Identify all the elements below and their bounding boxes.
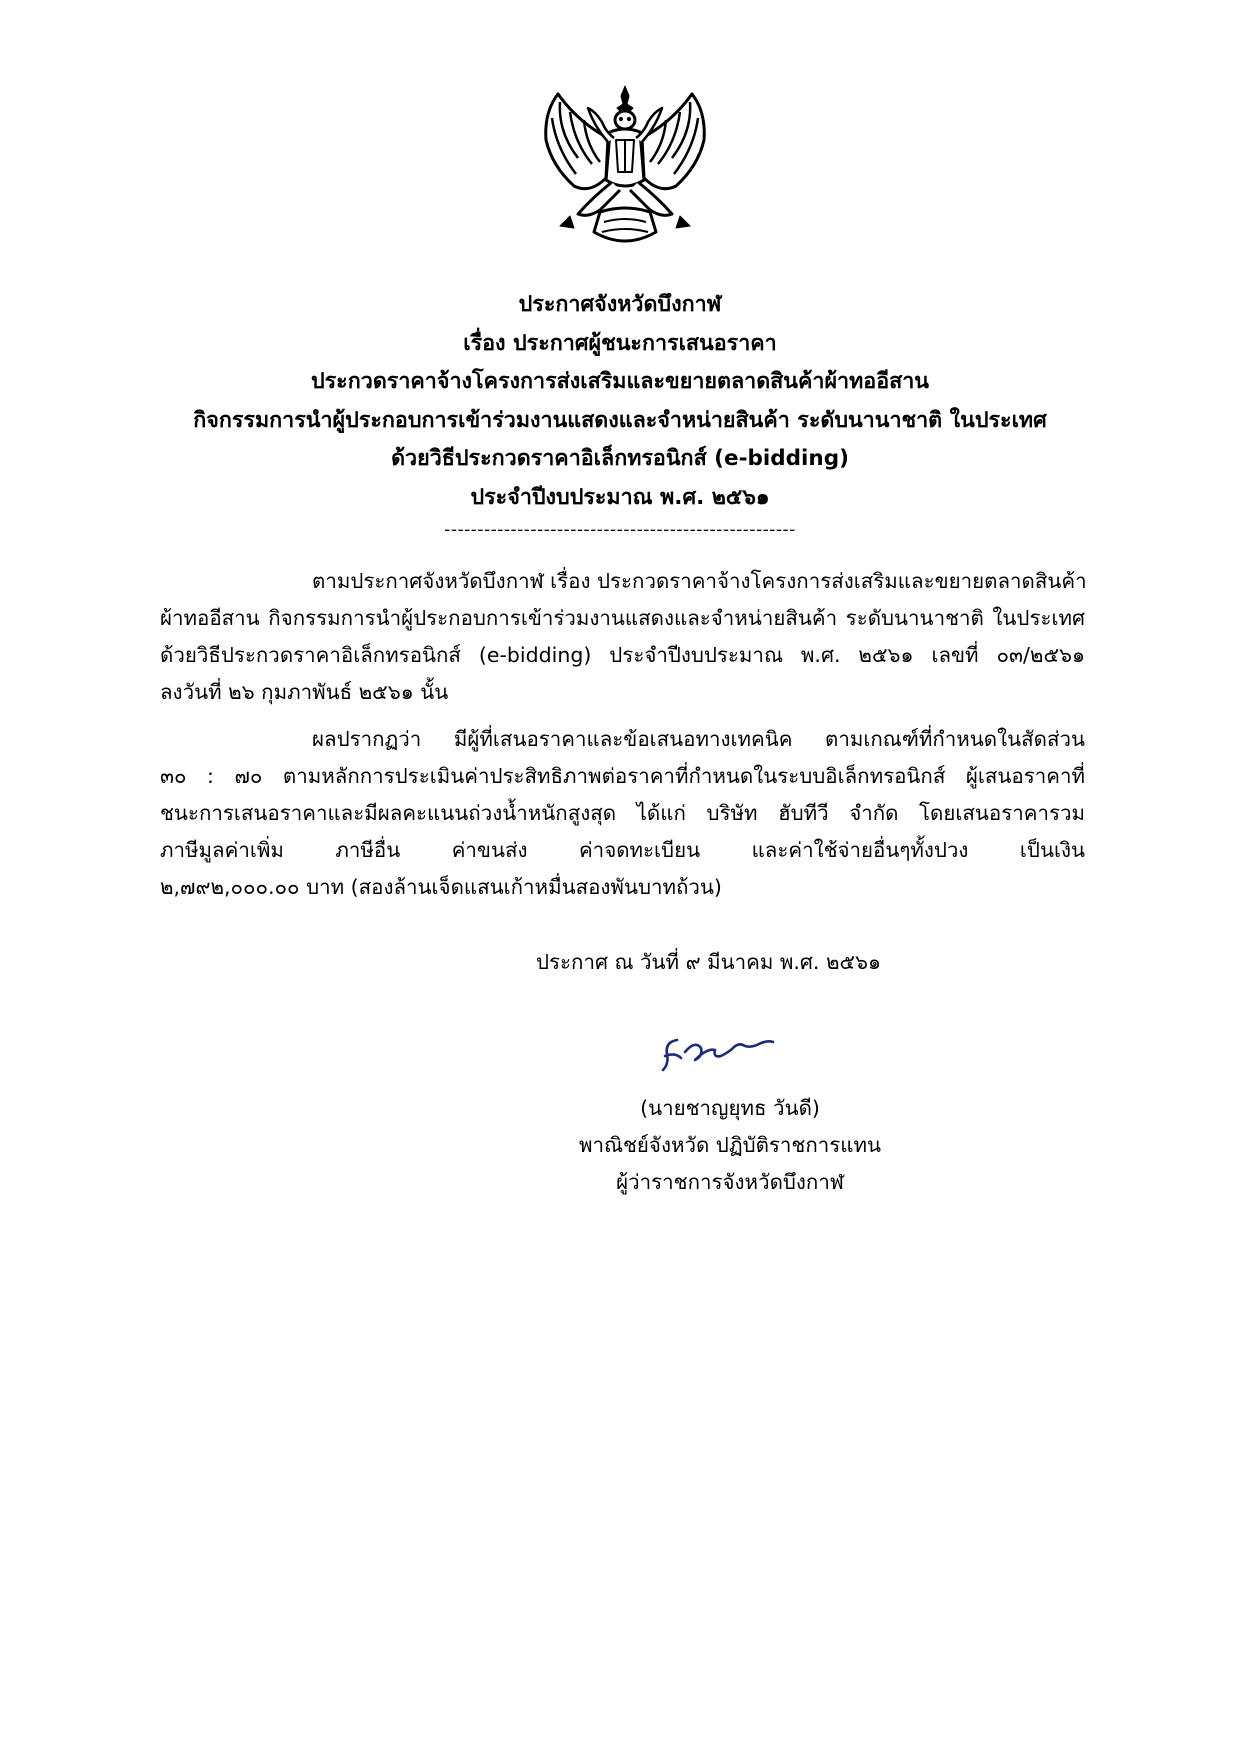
garuda-emblem-icon [530, 82, 720, 262]
paragraph-line: ภาษีมูลค่าเพิ่ม ภาษีอื่น ค่าขนส่ง ค่าจดทะเบียน และค่าใช้จ่ายอื่นๆทั้งปวง เป็นเงิน [160, 838, 1085, 862]
paragraph-line: ๓๐ : ๗๐ ตามหลักการประเมินค่าประสิทธิภาพต่อราคาที่กำหนดในระบบอิเล็กทรอนิกส์ ผู้เสนอราคาที่ [160, 764, 1085, 788]
issuer-title: ประกาศจังหวัดบึงกาฬ [518, 292, 722, 317]
paragraph-line: ด้วยวิธีประกวดราคาอิเล็กทรอนิกส์ (e-bidding) ประจำปีงบประมาณ พ.ศ. ๒๕๖๑ เลขที่ ๐๓/๒๕๖๑ [160, 643, 1085, 667]
signer-name: (นายชาญยุทธ วันดี) [640, 1096, 820, 1120]
paragraph-line: ชนะการเสนอราคาและมีผลคะแนนถ่วงน้ำหนักสูงสุด ได้แก่ บริษัท ฮับทีวี จำกัด โดยเสนอราคารวม [160, 801, 1085, 825]
handwritten-signature-icon [655, 1018, 785, 1078]
result-paragraph [160, 721, 1085, 906]
fiscal-year-title: ประจำปีงบประมาณ พ.ศ. ๒๕๖๑ [470, 484, 770, 510]
project-title: ประกวดราคาจ้างโครงการส่งเสริมและขยายตลาดสินค้าผ้าทออีสาน [310, 369, 930, 394]
paragraph-line: ตามประกาศจังหวัดบึงกาฬ เรื่อง ประกวดราคาจ้างโครงการส่งเสริมและขยายตลาดสินค้า [312, 569, 1087, 593]
subject-line: เรื่อง ประกาศผู้ชนะการเสนอราคา [463, 330, 777, 356]
signer-block [540, 1090, 920, 1201]
heading-divider: ----------------------------------------------------- [444, 520, 796, 540]
paragraph-line: ผลปรากฏว่า มีผู้ที่เสนอราคาและข้อเสนอทางเทคนิค ตามเกณฑ์ที่กำหนดในสัดส่วน [312, 727, 1085, 751]
signer-authority: ผู้ว่าราชการจังหวัดบึงกาฬ [616, 1170, 844, 1194]
paragraph-line: ผ้าทออีสาน กิจกรรมการนำผู้ประกอบการเข้าร่วมงานแสดงและจำหน่ายสินค้า ระดับนานาชาติ ในประเทศ [160, 606, 1085, 630]
paragraph-line: ๒,๗๙๒,๐๐๐.๐๐ บาท (สองล้านเจ็ดแสนเก้าหมื่นสองพันบาทถ้วน) [160, 875, 722, 899]
signer-position: พาณิชย์จังหวัด ปฏิบัติราชการแทน [578, 1133, 882, 1157]
announcement-heading [0, 286, 1240, 517]
reference-paragraph [160, 563, 1085, 711]
method-title: ด้วยวิธีประกวดราคาอิเล็กทรอนิกส์ (e-bidding) [391, 446, 849, 471]
activity-title: กิจกรรมการนำผู้ประกอบการเข้าร่วมงานแสดงและจำหน่ายสินค้า ระดับนานาชาติ ในประเทศ [193, 407, 1047, 433]
paragraph-line: ลงวันที่ ๒๖ กุมภาพันธ์ ๒๕๖๑ นั้น [160, 680, 449, 704]
announcement-date: ประกาศ ณ วันที่ ๙ มีนาคม พ.ศ. ๒๕๖๑ [536, 950, 882, 974]
